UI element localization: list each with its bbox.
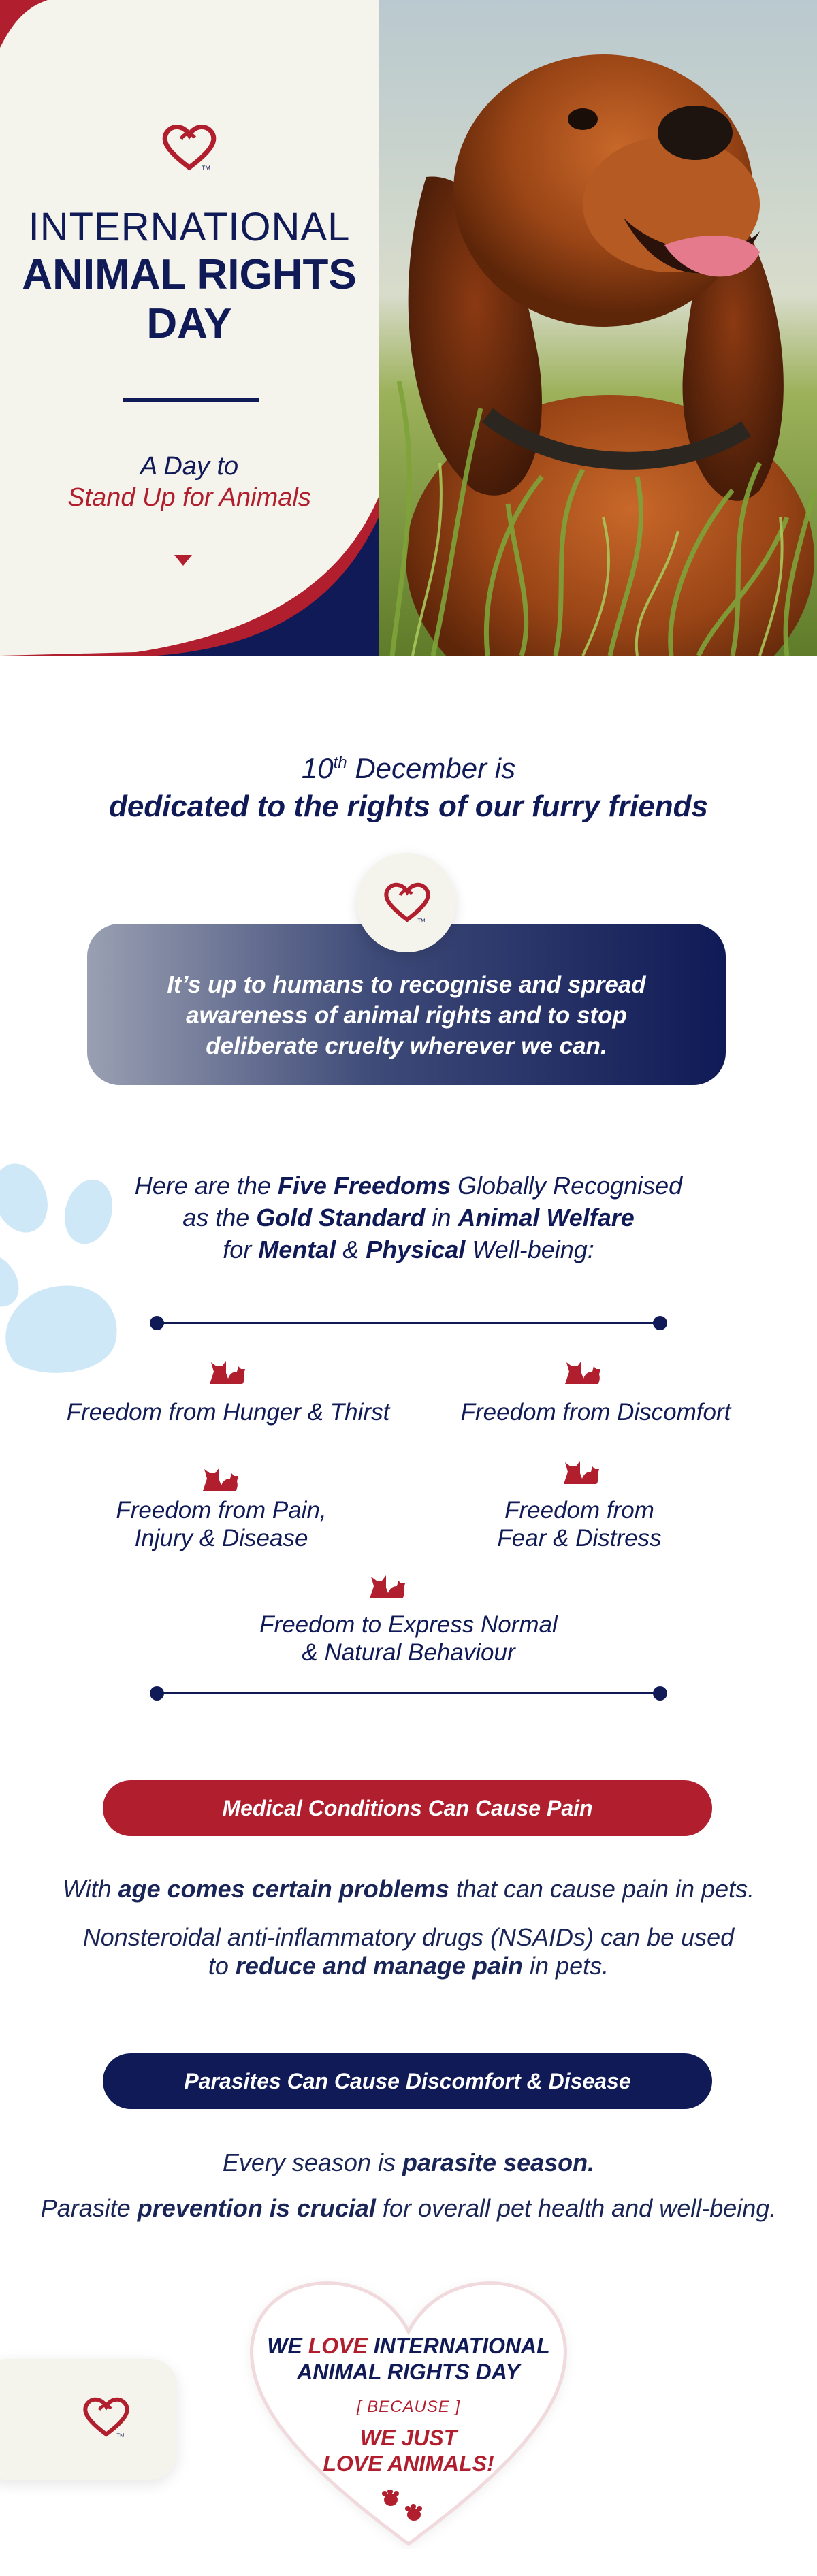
text-bold: reduce and manage pain xyxy=(235,1952,524,1980)
freedom-label: Injury & Disease xyxy=(134,1525,308,1551)
freedom-item xyxy=(392,1496,767,1552)
freedom-label: & Natural Behaviour xyxy=(302,1639,515,1666)
freedom-item xyxy=(408,1398,783,1426)
freedom-label: Freedom from Pain, xyxy=(116,1497,327,1524)
intro-text: for xyxy=(223,1236,259,1263)
cat-dog-icon xyxy=(561,1457,600,1485)
freedom-label: Freedom from Hunger & Thirst xyxy=(66,1399,390,1426)
because-label: [ BECAUSE ] xyxy=(356,2398,461,2416)
freedoms-intro-line1 xyxy=(0,1170,817,1202)
just-line2: LOVE ANIMALS! xyxy=(323,2451,494,2476)
parasites-pill: Parasites Can Cause Discomfort & Disease xyxy=(103,2053,712,2109)
dedicated-heading: dedicated to the rights of our furry friends xyxy=(108,790,709,823)
text: WE xyxy=(267,2334,308,2358)
intro-text: & xyxy=(336,1236,366,1263)
text: that can cause pain in pets. xyxy=(449,1875,755,1903)
love-line2: ANIMAL RIGHTS DAY xyxy=(297,2360,520,2384)
hero-divider xyxy=(123,398,259,402)
heart-logo-icon xyxy=(82,2396,131,2438)
freedoms-bottom-divider xyxy=(157,1692,660,1694)
intro-text: Well-being: xyxy=(465,1236,594,1263)
date-number: 10 xyxy=(301,752,334,784)
text: to xyxy=(208,1952,236,1980)
text: INTERNATIONAL xyxy=(367,2334,550,2358)
freedom-label: Freedom from xyxy=(504,1497,654,1524)
cat-dog-icon xyxy=(562,1357,602,1385)
hero-title-line1: INTERNATIONAL xyxy=(28,205,351,249)
intro-bold: Animal Welfare xyxy=(458,1204,635,1231)
hero-title-line3: DAY xyxy=(146,300,232,347)
freedom-item xyxy=(204,1611,613,1667)
banner-text-bold: stop deliberate cruelty wherever we can. xyxy=(206,1002,627,1059)
date-line xyxy=(0,752,817,785)
love-word: LOVE xyxy=(308,2334,368,2358)
freedoms-intro-line3 xyxy=(0,1234,817,1266)
love-line1 xyxy=(266,2334,551,2359)
freedoms-top-divider xyxy=(157,1322,660,1324)
hero-section xyxy=(0,0,817,656)
banner-text-bold: humans to recognise and spread awareness of animal rights xyxy=(186,971,646,1029)
intro-bold: Physical xyxy=(366,1236,466,1263)
freedom-item xyxy=(34,1496,408,1552)
just-line1: WE JUST xyxy=(359,2426,458,2450)
hero-tagline-line2: Stand Up for Animals xyxy=(67,483,311,512)
date-suffix: th xyxy=(333,754,347,772)
text: With xyxy=(62,1875,118,1903)
cat-dog-icon xyxy=(200,1464,240,1492)
parasites-line2 xyxy=(0,2194,817,2223)
heart-logo-icon xyxy=(161,124,218,172)
banner-text xyxy=(87,948,726,1061)
medical-line3 xyxy=(0,1952,817,1980)
intro-bold: Gold Standard xyxy=(256,1204,426,1231)
intro-text: as the xyxy=(182,1204,257,1231)
intro-text: Here are the xyxy=(134,1172,278,1200)
hero-title-line2: ANIMAL RIGHTS xyxy=(22,251,357,298)
banner-text-part: and to xyxy=(492,1002,577,1029)
heart-logo-icon xyxy=(383,882,432,924)
hero-tagline-line1: A Day to xyxy=(140,452,239,481)
parasites-line1 xyxy=(0,2148,817,2177)
intro-bold: Five Freedoms xyxy=(277,1172,451,1200)
freedom-item xyxy=(41,1398,415,1426)
medical-line2: Nonsteroidal anti-inflammatory drugs (NSAIDs) can be used xyxy=(82,1923,735,1951)
trademark-mark: TM xyxy=(417,917,426,924)
trademark-mark: TM xyxy=(116,2432,125,2438)
banner-text-part: It’s up to xyxy=(167,971,273,998)
text: for overall pet health and well-being. xyxy=(375,2194,777,2222)
text-bold: parasite season. xyxy=(402,2148,595,2176)
cat-dog-icon xyxy=(367,1571,406,1600)
text-bold: age comes certain problems xyxy=(118,1875,449,1903)
intro-text: in xyxy=(425,1204,458,1231)
text: in pets. xyxy=(523,1952,609,1980)
dog-photo xyxy=(379,0,817,656)
scroll-down-arrow-icon[interactable] xyxy=(174,555,192,567)
text: Parasite xyxy=(40,2194,138,2222)
logo-badge xyxy=(357,853,456,952)
cat-dog-icon xyxy=(207,1357,246,1385)
trademark-mark: TM xyxy=(202,165,210,172)
intro-text: Globally Recognised xyxy=(451,1172,683,1200)
text-bold: prevention is crucial xyxy=(137,2194,376,2222)
text: Every season is xyxy=(222,2148,402,2176)
freedom-label: Freedom from Discomfort xyxy=(460,1399,731,1426)
intro-bold: Mental xyxy=(258,1236,336,1263)
freedoms-intro xyxy=(0,1170,817,1266)
date-rest: December is xyxy=(347,752,516,784)
freedoms-intro-line2 xyxy=(0,1202,817,1234)
paw-prints-icon xyxy=(381,2490,429,2526)
freedom-label: Freedom to Express Normal xyxy=(259,1611,558,1638)
medical-conditions-pill: Medical Conditions Can Cause Pain xyxy=(103,1780,712,1836)
medical-line1 xyxy=(0,1875,817,1903)
freedom-label: Fear & Distress xyxy=(497,1525,662,1551)
